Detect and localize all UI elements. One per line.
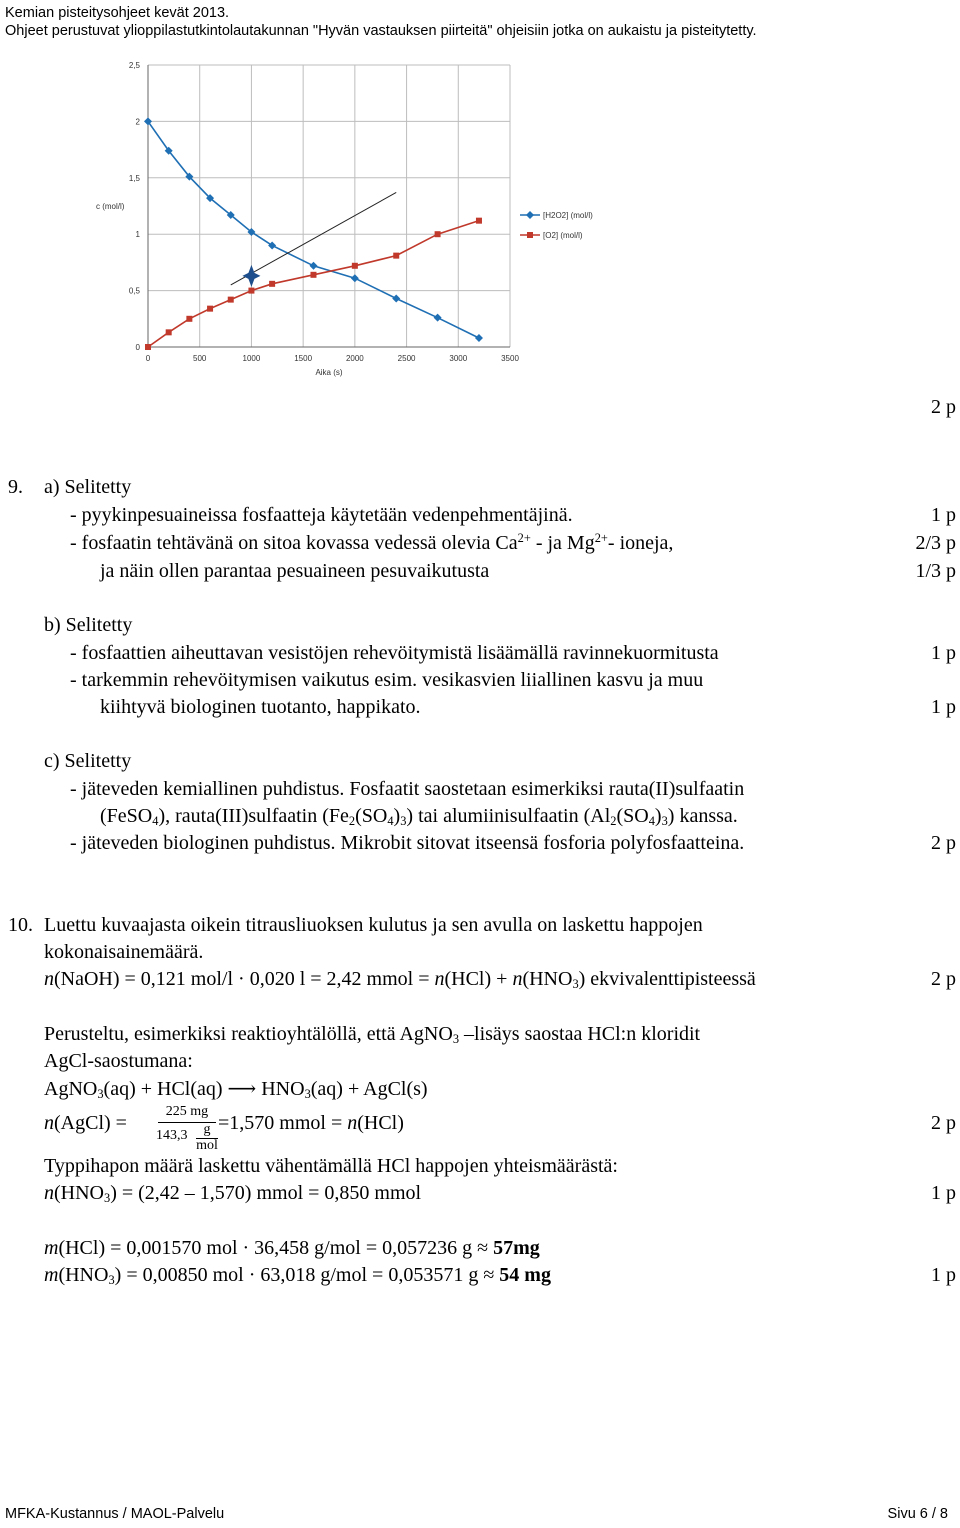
fraction-numerator: 225 mg	[165, 1104, 209, 1119]
data-point-o2	[310, 272, 316, 278]
footer-page-number: Sivu 6 / 8	[887, 1506, 948, 1522]
data-point-o2	[228, 297, 234, 303]
x-tick-label: 0	[145, 354, 151, 363]
y-tick-label: 0,5	[128, 286, 140, 296]
q9b-line1: - fosfaattien aiheuttavan vesistöjen rehevöitymistä lisäämällä ravinnekuormitusta	[70, 642, 719, 664]
q10-line4: Perusteltu, esimerkiksi reaktioyhtälöllä, että AgNO$_3$ –lisäys saostaa HCl:n kloridit	[44, 1023, 701, 1047]
x-tick-label: 3000	[449, 354, 468, 363]
q10-number: 10.	[8, 914, 33, 936]
x-tick-label: 1000	[242, 354, 261, 363]
q9b-heading: b) Selitetty	[44, 614, 133, 636]
fraction-unit-numerator: g	[203, 1122, 211, 1137]
fraction-unit-denominator: mol	[196, 1138, 218, 1153]
q10-points7: 2 p	[931, 1112, 956, 1134]
data-point-o2	[352, 263, 358, 269]
points-top: 2 p	[931, 396, 956, 418]
data-point-o2	[435, 231, 441, 237]
data-point-h2o2	[475, 334, 483, 342]
q9a-points3: 1/3 p	[915, 560, 956, 582]
q9b-line3: kiihtyvä biologinen tuotanto, happikato.	[100, 696, 421, 718]
q10-line3: n(NaOH) = 0,121 mol/l · 0,020 l = 2,42 mmol = $n(HCl) + n(HNO_3)$ ekvivalenttipisteessä	[44, 968, 756, 992]
q10-line9: $n(HNO_3) = (2,42 - 1,570)$ mmol = 0,850 mmol	[44, 1182, 422, 1206]
y-tick-label: 2	[135, 117, 140, 127]
q9c-heading: c) Selitetty	[44, 750, 132, 772]
data-point-o2	[145, 344, 151, 350]
q9a-line1: - pyykinpesuaineissa fosfaatteja käytetään vedenpehmentäjinä.	[70, 504, 573, 526]
y-tick-label: 1,5	[128, 173, 140, 183]
data-point-h2o2	[434, 314, 442, 322]
chart-grid	[148, 65, 510, 347]
q9c-points3: 2 p	[931, 832, 956, 854]
tangent-line	[231, 192, 396, 284]
y-tick-label: 0	[135, 343, 140, 352]
q9-number: 9.	[8, 476, 23, 498]
q10-nagcl-left: n(AgCl) =	[44, 1112, 127, 1134]
q9b-points1: 1 p	[931, 642, 956, 664]
y-tick-label: 1	[135, 230, 140, 240]
q10-line2: kokonaisainemäärä.	[44, 941, 204, 963]
q9a-line2: - fosfaatin tehtävänä on sitoa kovassa vedessä olevia $Ca^{2+}$ - ja $Mg^{2+}-$ ioneja,	[70, 531, 674, 554]
chart-legend	[520, 211, 593, 240]
q10-points3: 2 p	[931, 968, 956, 990]
q10-line11: $m(HNO_3) = 0,00850$ mol · 63,018 g/mol = 0,053571 g ≈ 54 mg	[44, 1264, 551, 1288]
q9b-points3: 1 p	[931, 696, 956, 718]
q10-points9: 1 p	[931, 1182, 956, 1204]
q10-line5: AgCl-saostumana:	[44, 1050, 193, 1072]
concentration-chart	[80, 50, 640, 390]
fraction-denominator: 143,3	[156, 1128, 188, 1143]
data-point-o2	[393, 253, 399, 259]
data-point-o2	[166, 329, 172, 335]
tangent-point-star	[242, 265, 260, 287]
header-title: Kemian pisteitysohjeet kevät 2013.	[5, 5, 230, 21]
data-point-h2o2	[309, 262, 317, 270]
legend-marker	[526, 211, 534, 219]
x-tick-label: 2000	[345, 354, 364, 363]
x-axis-label: Aika (s)	[315, 368, 343, 377]
chart-axes	[96, 61, 519, 377]
q10-reaction: AgNO$_3$(aq) + HCl(aq) ⟶ $HNO_3(aq)$ + AgCl(s)	[44, 1078, 428, 1102]
q10-points11: 1 p	[931, 1264, 956, 1286]
data-point-o2	[186, 316, 192, 322]
header-subtitle: Ohjeet perustuvat ylioppilastutkintolautakunnan "Hyvän vastauksen piirteitä" ohjeisiin jotka on aukaistu ja pisteitytetty.	[5, 23, 757, 39]
q10-line10: m(HCl) = 0,001570 mol · 36,458 g/mol = 0,057236 g ≈ 57mg	[44, 1237, 540, 1259]
x-tick-label: 3500	[501, 354, 519, 363]
data-point-h2o2	[268, 241, 276, 249]
data-point-o2	[207, 306, 213, 312]
q10-nagcl-right: =1,570 mmol = n(HCl)	[218, 1112, 404, 1134]
q9a-points2: 2/3 p	[915, 532, 956, 554]
q10-line8: Typpihapon määrä laskettu vähentämällä HCl happojen yhteismäärästä:	[44, 1155, 618, 1177]
data-point-o2	[476, 218, 482, 224]
q9c-line1: - jäteveden kemiallinen puhdistus. Fosfaatit saostetaan esimerkiksi rauta(II)sulfaatin	[70, 778, 745, 800]
y-tick-label: 2,5	[128, 61, 140, 70]
data-point-o2	[248, 288, 254, 294]
q9c-line3: - jäteveden biologinen puhdistus. Mikrobit sitovat itseensä fosforia polyfosfaatteina.	[70, 832, 745, 854]
q9a-heading: a) Selitetty	[44, 476, 132, 498]
q10-line1: Luettu kuvaajasta oikein titrausliuoksen kulutus ja sen avulla on laskettu happojen	[44, 914, 703, 936]
series-line	[148, 121, 479, 338]
y-axis-label: c (mol/l)	[96, 202, 125, 211]
data-point-o2	[269, 281, 275, 287]
series-line	[148, 221, 479, 347]
x-tick-label: 1500	[294, 354, 313, 363]
data-point-h2o2	[392, 294, 400, 302]
legend-label: [O2] (mol/l)	[543, 231, 583, 240]
data-point-h2o2	[351, 274, 359, 282]
legend-label: [H2O2] (mol/l)	[543, 211, 593, 220]
q9a-points1: 1 p	[931, 504, 956, 526]
footer-publisher: MFKA-Kustannus / MAOL-Palvelu	[5, 1506, 225, 1522]
q9c-line2: (FeSO$_4$), rauta(III)sulfaatin $(Fe_2(SO_4)_3)$ tai alumiinisulfaatin $(Al_2(SO_4)_3)$ kanssa.	[100, 805, 738, 829]
q9b-line2: - tarkemmin rehevöitymisen vaikutus esim. vesikasvien liiallinen kasvu ja muu	[70, 669, 704, 691]
q9a-line3: ja näin ollen parantaa pesuaineen pesuvaikutusta	[100, 560, 490, 582]
legend-marker	[527, 232, 533, 238]
x-tick-label: 500	[193, 354, 207, 363]
x-tick-label: 2500	[397, 354, 416, 363]
